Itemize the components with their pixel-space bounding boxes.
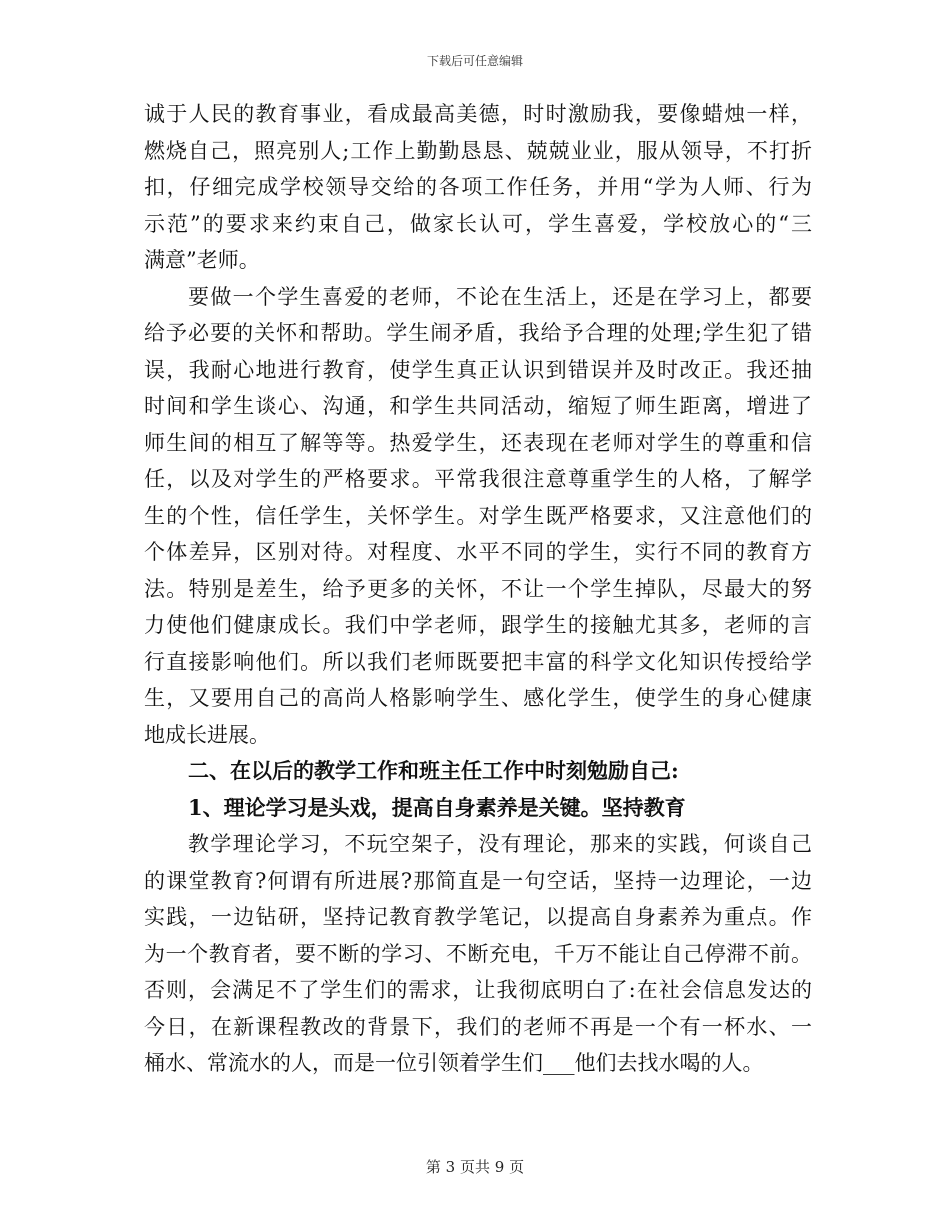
section-heading: 二、在以后的教学工作和班主任工作中时刻勉励自己: xyxy=(188,758,679,783)
paragraph-line: 误，我耐心地进行教育，使学生真正认识到错误并及时改正。我还抽 xyxy=(144,357,812,382)
paragraph-line: 法。特别是差生，给予更多的关怀，不让一个学生掉队，尽最大的努 xyxy=(144,576,812,601)
page-header: 下载后可任意编辑 xyxy=(426,54,523,68)
paragraph-line: 任，以及对学生的严格要求。平常我很注意尊重学生的人格，了解学 xyxy=(144,467,812,491)
page-footer: 第 3 页共 9 页 xyxy=(425,1158,525,1176)
paragraph-line: 地成长进展。 xyxy=(144,722,270,747)
paragraph-line: 生的个性，信任学生，关怀学生。对学生既严格要求，又注意他们的 xyxy=(144,503,812,528)
paragraph-line: 今日，在新课程教改的背景下，我们的老师不再是一个有一杯水、一 xyxy=(144,1014,812,1039)
paragraph-line: 力使他们健康成长。我们中学老师，跟学生的接触尤其多，老师的言 xyxy=(144,613,812,637)
paragraph-line: 个体差异，区别对待。对程度、水平不同的学生，实行不同的教育方 xyxy=(144,540,812,564)
paragraph-line: 桶水、常流水的人，而是一位引领着学生们___他们去找水喝的人。 xyxy=(144,1051,764,1075)
paragraph-line: 扣，仔细完成学校领导交给的各项工作任务，并用“学为人师、行为 xyxy=(144,175,812,199)
paragraph-line: 生，又要用自己的高尚人格影响学生、感化学生，使学生的身心健康 xyxy=(144,686,812,710)
paragraph-line: 时间和学生谈心、沟通，和学生共同活动，缩短了师生距离，增进了 xyxy=(144,394,812,418)
paragraph-line: 行直接影响他们。所以我们老师既要把丰富的科学文化知识传授给学 xyxy=(144,649,812,674)
paragraph-line: 教学理论学习，不玩空架子，没有理论，那来的实践，何谈自己 xyxy=(188,832,812,856)
paragraph-line: 要做一个学生喜爱的老师，不论在生活上，还是在学习上，都要 xyxy=(188,284,812,309)
paragraph-line: 满意”老师。 xyxy=(144,248,260,272)
paragraph-line: 示范”的要求来约束自己，做家长认可，学生喜爱，学校放心的“三 xyxy=(144,211,812,236)
paragraph-line: 诚于人民的教育事业，看成最高美德，时时激励我，要像蜡烛一样， xyxy=(144,102,812,126)
paragraph-line: 师生间的相互了解等等。热爱学生，还表现在老师对学生的尊重和信 xyxy=(144,430,812,455)
subsection-heading: 1、理论学习是头戏，提高自身素养是关键。坚持教育 xyxy=(188,794,686,820)
paragraph-line: 给予必要的关怀和帮助。学生闹矛盾，我给予合理的处理;学生犯了错 xyxy=(144,321,812,345)
document-body xyxy=(144,96,812,1082)
paragraph-line: 否则，会满足不了学生们的需求，让我彻底明白了:在社会信息发达的 xyxy=(144,978,812,1002)
paragraph-line: 实践，一边钻研，坚持记教育教学笔记，以提高自身素养为重点。作 xyxy=(144,905,812,929)
paragraph-line: 燃烧自己，照亮别人;工作上勤勤恳恳、兢兢业业，服从领导，不打折 xyxy=(144,138,812,163)
paragraph-line: 的课堂教育?何谓有所进展?那简直是一句空话，坚持一边理论，一边 xyxy=(144,868,812,893)
paragraph-line: 为一个教育者，要不断的学习、不断充电，千万不能让自己停滞不前。 xyxy=(144,941,812,966)
